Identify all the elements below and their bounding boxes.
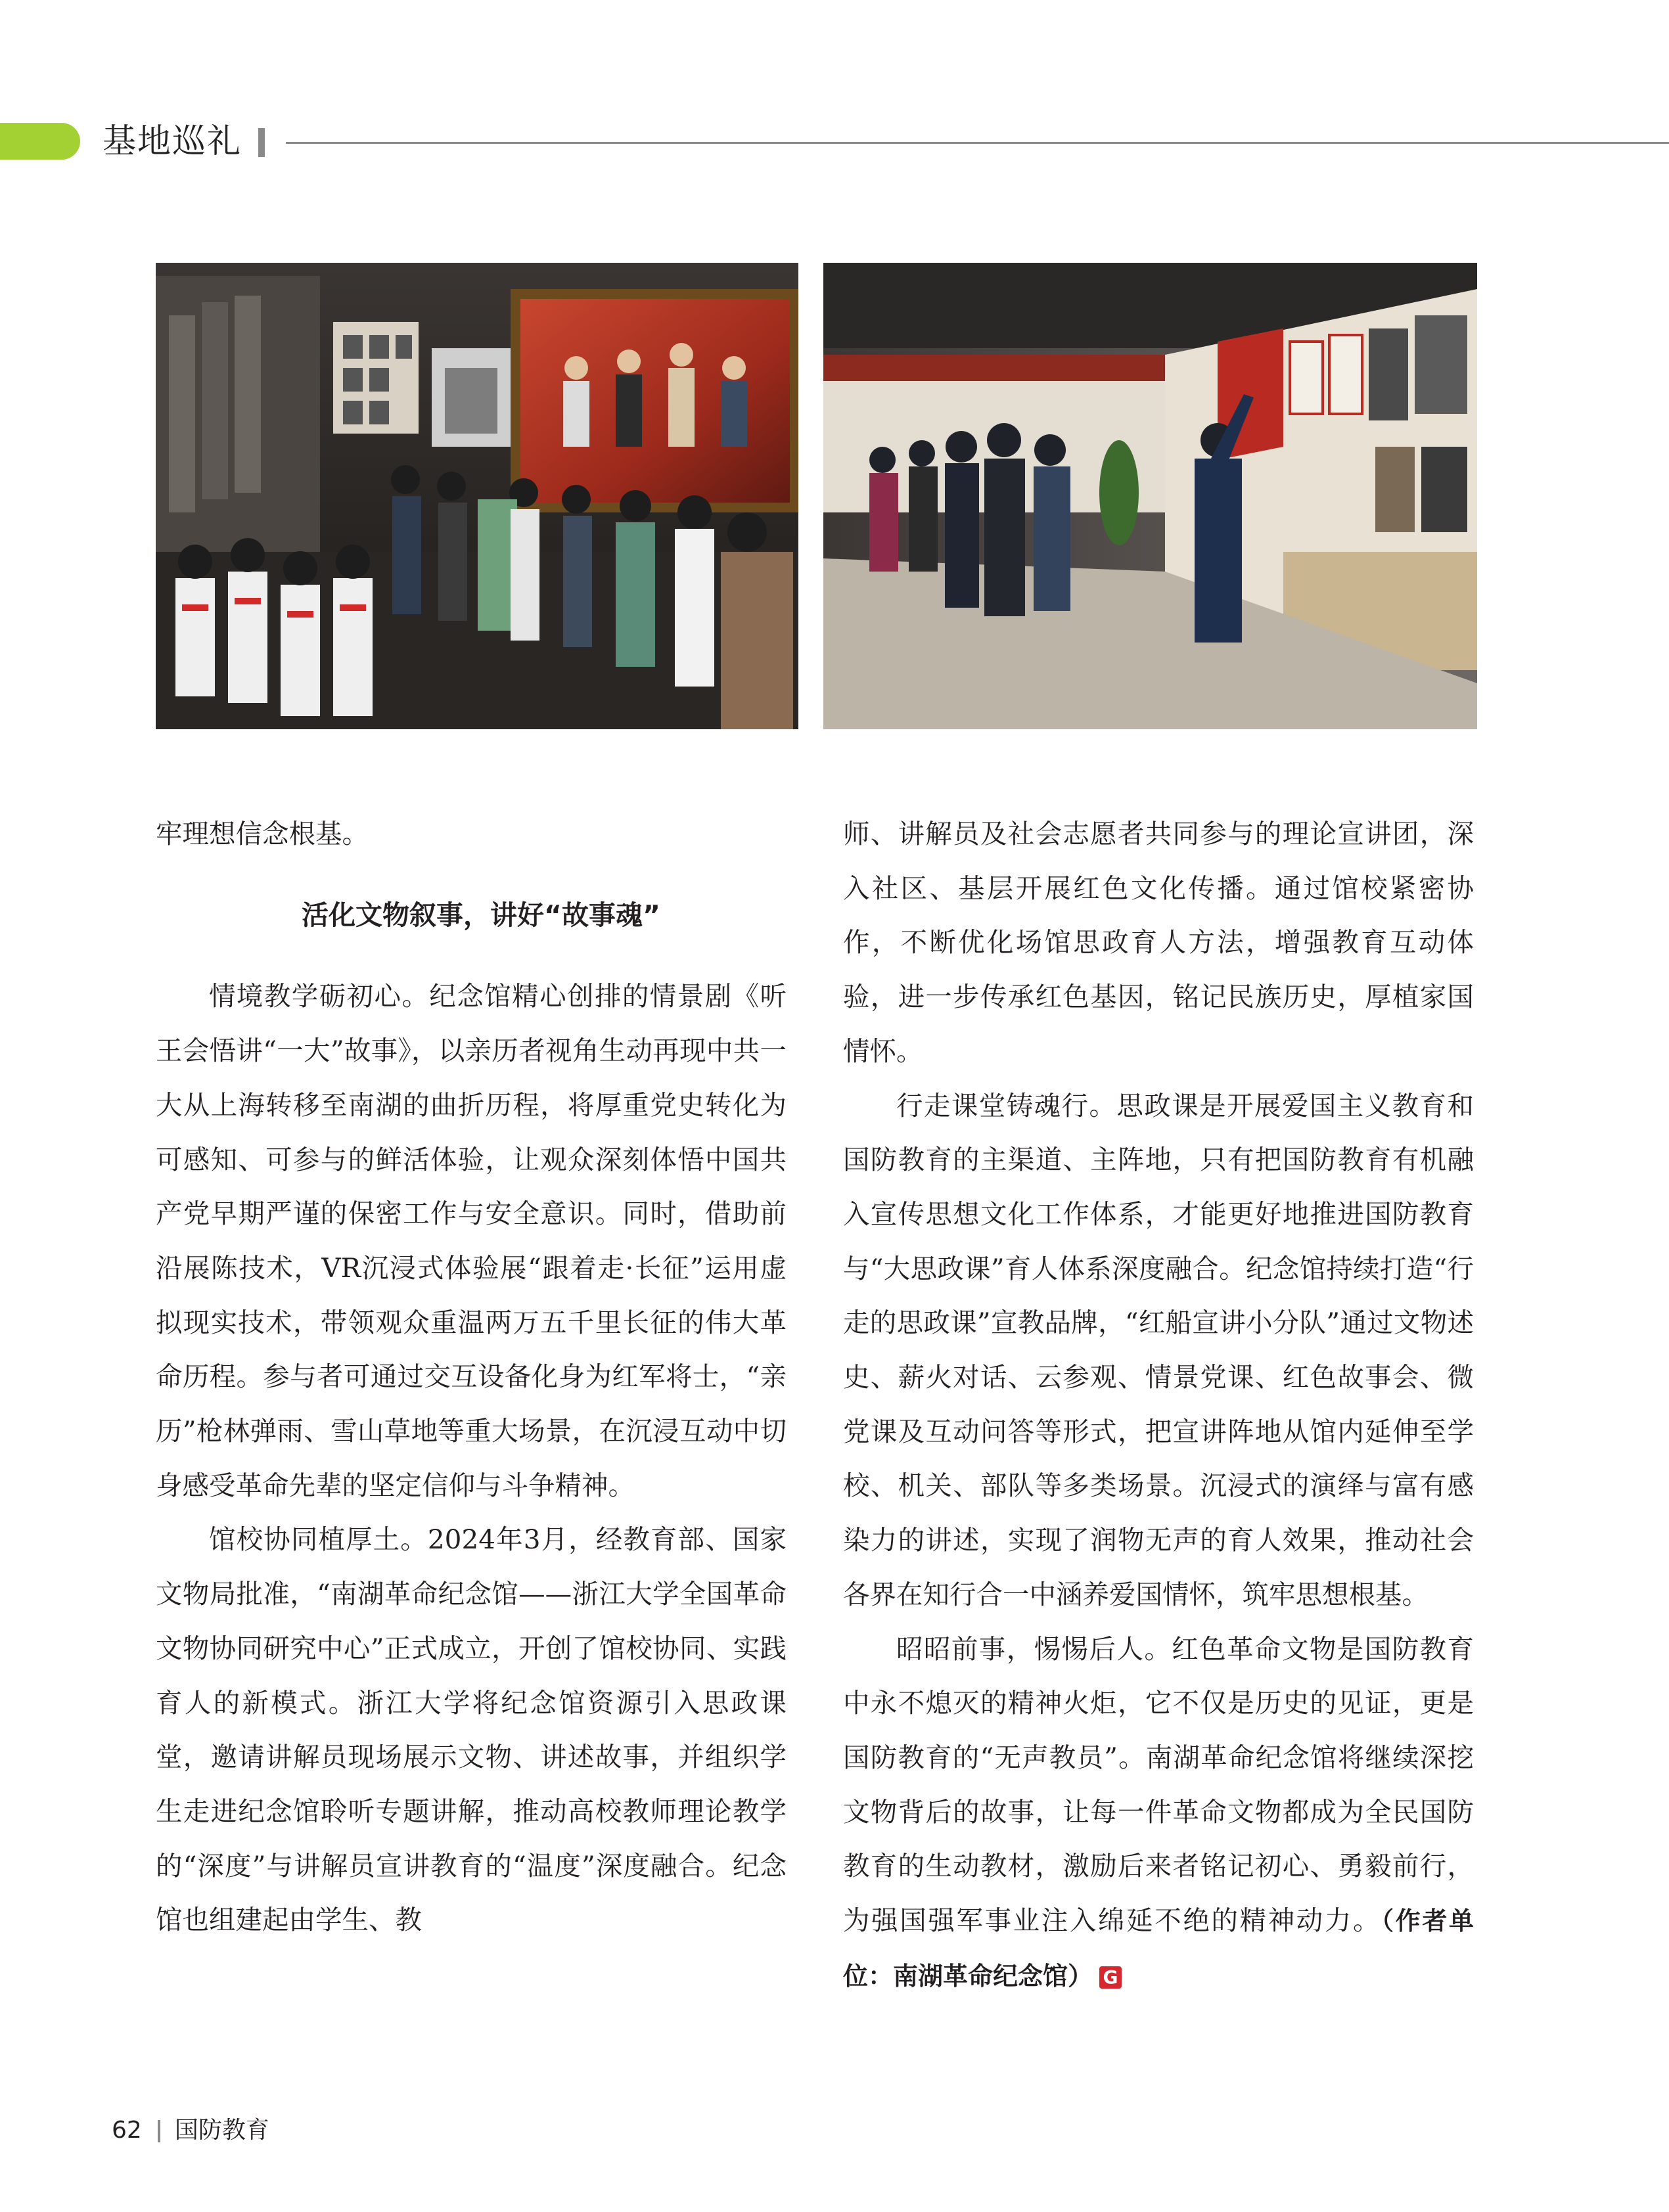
article-column-left [156,807,787,1947]
photo-reenactment [156,263,798,729]
section-tab-marker [0,123,80,160]
closing-paragraph [843,1622,1474,2004]
continuation-text: 师、讲解员及社会志愿者共同参与的理论宣讲团，深入社区、基层开展红色文化传播。通过馆校紧密协作，不断优化场馆思政育人方法，增强教育互动体验，进一步传承红色基因，铭记民族历史，厚植家国情怀。 [843,818,1474,1067]
subheading: 活化文物叙事，讲好“故事魂” [302,899,660,931]
paragraph: 情境教学砺初心。纪念馆精心创排的情景剧《听王会悟讲“一大”故事》，以亲历者视角生动再现中共一大从上海转移至南湖的曲折历程，将厚重党史转化为可感知、可参与的鲜活体验，让观众深刻体悟中国共产党早期严谨的保密工作与安全意识。同时，借助前沿展陈技术，VR沉浸式体验展“跟着走·长征”运用虚拟现实技术，带领观众重温两万五千里长征的伟大革命历程。参与者可通过交互设备化身为红军将士，“亲历”枪林弹雨、雪山草地等重大场景，在沉浸互动中切身感受革命先辈的坚定信仰与斗争精神。 [156,980,787,1501]
article-column-right [843,807,1474,2003]
author-affiliation: （作者单位：南湖革命纪念馆） [843,1907,1474,1991]
end-mark-icon: G [1099,1966,1122,1989]
photo-exhibition-tour [823,263,1477,729]
header-rule [286,142,1669,144]
page-number: 62 [112,2117,142,2144]
paragraph: 馆校协同植厚土。2024年3月，经教育部、国家文物局批准，“南湖革命纪念馆——浙江大学全国革命文物协同研究中心”正式成立，开创了馆校协同、实践育人的新模式。浙江大学将纪念馆资源引入思政课堂，邀请讲解员现场展示文物、讲述故事，并组织学生走进纪念馆聆听专题讲解，推动高校教师理论教学的“深度”与讲解员宣讲教育的“温度”深度融合。纪念馆也组建起由学生、教 [156,1524,787,1936]
page-footer [112,2114,269,2147]
footer-divider [158,2120,160,2142]
paragraph: 行走课堂铸魂行。思政课是开展爱国主义教育和国防教育的主渠道、主阵地，只有把国防教育有机融入宣传思想文化工作体系，才能更好地推进国防教育与“大思政课”育人体系深度融合。纪念馆持续打造“行走的思政课”宣教品牌，“红船宣讲小分队”通过文物述史、薪火对话、云参观、情景党课、红色故事会、微党课及互动问答等形式，把宣讲阵地从馆内延伸至学校、机关、部队等多类场景。沉浸式的演绎与富有感染力的讲述，实现了润物无声的育人效果，推动社会各界在知行合一中涵养爱国情怀，筑牢思想根基。 [843,1089,1474,1610]
continuation-text: 牢理想信念根基。 [156,818,369,849]
section-title: 基地巡礼 [103,122,242,161]
magazine-name: 国防教育 [174,2117,269,2144]
closing-text: 昭昭前事，惕惕后人。红色革命文物是国防教育中永不熄灭的精神火炬，它不仅是历史的见证，更是国防教育的“无声教员”。南湖革命纪念馆将继续深挖文物背后的故事，让每一件革命文物都成为全民国防教育的生动教材，激励后来者铭记初心、勇毅前行，为强国强军事业注入绵延不绝的精神动力。 [843,1633,1474,1937]
section-title-divider [258,128,265,157]
